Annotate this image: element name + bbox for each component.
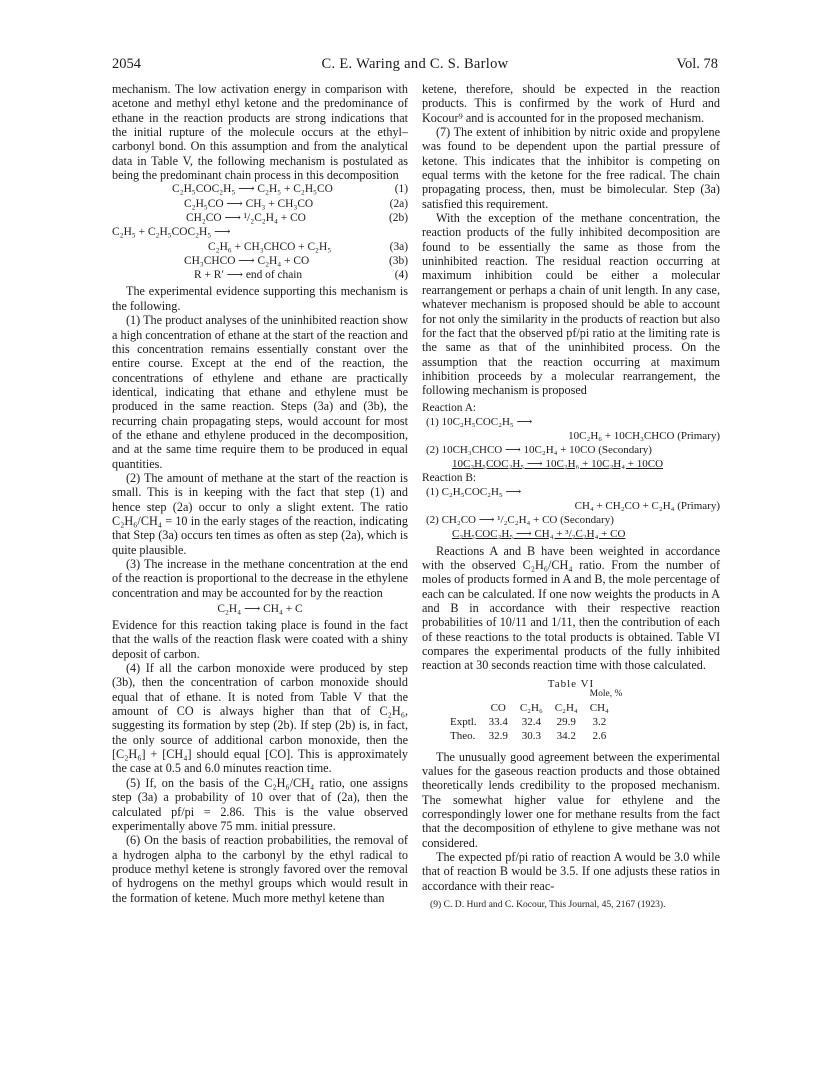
paragraph: (4) If all the carbon monoxide were produced by step (3b), then the concentration of carbon monoxide should equal that of ethane. It is noted from Table V that the amount of CO is always higher than that of C₂H₆, suggesting its formation by step (2b). If step (2b) is, in fact, the only source of additional carbon monoxide, then the [C₂H₆] + [CH₄] should equal [CO]. This is approximately the case at 0.5 and 6.0 minutes reaction time. bbox=[112, 661, 408, 776]
paragraph: With the exception of the methane concentration, the reaction products of the fully inhibited decomposition are found to be essentially the same as those from the uninhibited reaction. The residual reaction occurring at maximum inhibition could be either a molecular rearrangement or perhaps a chain of unit length. In any case, whatever mechanism is proposed should be able to account for not only the similarity in the products of reaction but also for the fact that the observed pf/pi ratio at the limiting rate is the same as that of the uninhibited process. On the assumption that the reaction occurring at maximum inhibition proceeds by a molecular rearrangement, the following mechanism is proposed bbox=[422, 211, 720, 398]
table-header-cell: C₂H₆ bbox=[519, 701, 543, 714]
running-header bbox=[112, 56, 718, 76]
reaction-a-step-1: (1) 10C₂H₅COC₂H₅ ⟶ bbox=[426, 415, 533, 428]
paragraph: mechanism. The low activation energy in comparison with acetone and methyl ethyl ketone and the predominance of ethane in the reaction products are strong indications that the initial rupture of the molecule occurs at the ethyl–carbonyl bond. On this assumption and from the analytical data in Table V, the following mechanism is postulated as being the predominant chain process in this decomposition bbox=[112, 82, 408, 183]
table-caption: Table VI bbox=[547, 677, 595, 690]
table-header-cell: CO bbox=[490, 701, 506, 714]
paragraph: (1) The product analyses of the uninhibited reaction show a high concentration of ethane at the start of the reaction and this concentration remains essentially constant over the entire course. Except at the end of the reaction, the concentrations of ethylene and ethane are practically identical, indicating that ethane and ethylene must be produced in the same reaction. Steps (3a) and (3b), the recurring chain propagating steps, would account for most of the ethane and ethylene produced in the decomposition, and at the same time require them to be produced in equal quantities. bbox=[112, 313, 408, 471]
reaction-b-net: C₂H₅COC₂H₅ ⟶ CH₄ + ³/₂C₂H₄ + CO bbox=[452, 527, 626, 540]
table-cell: Exptl. bbox=[450, 716, 477, 728]
equation-ethylene-decomposition: C₂H₄ ⟶ CH₄ + C bbox=[217, 603, 303, 616]
paragraph: (5) If, on the basis of the C₂H₆/CH₄ ratio, one assigns step (3a) a probability of 10 over that of (2a), then the calculated pf/pi = 2.86. This is the value observed experimentally above 75 mm. initial pressure. bbox=[112, 775, 408, 833]
right-column bbox=[422, 82, 720, 912]
equation-3b: CH₃CHCO ⟶ C₂H₄ + CO (3b) bbox=[184, 254, 408, 267]
table-cell: 29.9 bbox=[556, 716, 576, 728]
paragraph: The experimental evidence supporting this mechanism is the following. bbox=[112, 284, 408, 313]
table-cell: 32.9 bbox=[488, 730, 508, 743]
equation-2b: CH₂CO ⟶ ¹/₂C₂H₄ + CO (2b) bbox=[186, 212, 408, 224]
reaction-b-step-2: (2) CH₂CO ⟶ ¹/₂C₂H₄ + CO (Secondary) bbox=[426, 513, 614, 526]
paragraph: The expected pf/pi ratio of reaction A would be 3.0 while that of reaction B would be 3.5. If one adjusts these ratios in accordance with their reac- bbox=[422, 850, 720, 893]
table-cell: 34.2 bbox=[556, 730, 576, 743]
reaction-a-label: Reaction A: bbox=[422, 401, 477, 414]
paragraph: Evidence for this reaction taking place is found in the fact that the walls of the reaction flask were coated with a shiny deposit of carbon. bbox=[112, 618, 408, 661]
reaction-b-step-1-products: CH₄ + CH₂CO + C₂H₄ (Primary) bbox=[574, 499, 720, 512]
running-title: C. E. Waring and C. S. Barlow bbox=[321, 56, 509, 72]
data-table bbox=[450, 701, 615, 744]
footnote: (9) C. D. Hurd and C. Kocour, This Journal, 45, 2167 (1923). bbox=[430, 899, 666, 911]
paragraph: (7) The extent of inhibition by nitric oxide and propylene was found to be dependent upon the partial pressure of ketone. This indicates that the inhibitor is competing on equal terms with the ketone for the free radical. The chain propagating process, then, must be bimolecular. Step (3a) satisfied this requirement. bbox=[422, 125, 720, 211]
paragraph: (3) The increase in the methane concentration at the end of the reaction is proportional to the decrease in the ethylene concentration and may be accounted for by the reaction bbox=[112, 557, 408, 600]
equation-4: R + R′ ⟶ end of chain (4) bbox=[194, 269, 408, 282]
equation-3a-line1: C₂H₅ + C₂H₅COC₂H₅ ⟶ bbox=[112, 226, 231, 239]
table-header-cell bbox=[450, 701, 483, 715]
paragraph: Reactions A and B have been weighted in accordance with the observed C₂H₆/CH₄ ratio. From the number of moles of products formed in A and B, the mole percentage of each can be calculated. If one now weights the products in A and B in accordance with their respective reaction probabilities of 10/11 and 1/11, then the contribution of each of these reactions to the total products is obtained. Table VI compares the experimental products of the fully inhibited reaction at 30 seconds reaction time with those calculated. bbox=[422, 543, 720, 673]
table-row bbox=[450, 715, 615, 729]
table-header-cell: CH₄ bbox=[589, 701, 609, 714]
equation-2a: C₂H₅CO ⟶ CH₃ + CH₃CO (2a) bbox=[184, 197, 408, 210]
table-cell: 32.4 bbox=[521, 716, 541, 728]
table-cell: 3.2 bbox=[592, 716, 607, 728]
reaction-b-step-1: (1) C₂H₅COC₂H₅ ⟶ bbox=[426, 485, 522, 498]
table-cell: Theo. bbox=[450, 730, 476, 743]
table-cell: 2.6 bbox=[592, 730, 607, 743]
reaction-a-step-1-products: 10C₂H₆ + 10CH₃CHCO (Primary) bbox=[568, 429, 720, 442]
table-unit: Mole, % bbox=[589, 688, 623, 699]
table-header-cell: C₂H₄ bbox=[554, 701, 578, 714]
paragraph: ketene, therefore, should be expected in the reaction products. This is confirmed by the work of Hurd and Kocour⁹ and is accounted for in the proposed mechanism. bbox=[422, 82, 720, 125]
reaction-a-net: 10C₂H₅COC₂H₅ ⟶ 10C₂H₆ + 10C₂H₄ + 10CO bbox=[452, 457, 664, 470]
paragraph: (6) On the basis of reaction probabilities, the removal of a hydrogen alpha to the carbonyl by the ethyl radical to produce methyl ketene is strongly favored over the removal of hydrogens on the methyl groups which would result in the formation of ketene. Much more methyl ketene than bbox=[112, 833, 408, 905]
volume-number: Vol. 78 bbox=[676, 56, 718, 72]
table-cell: 33.4 bbox=[488, 716, 508, 728]
paragraph: The unusually good agreement between the experimental values for the gaseous reaction products and those obtained theoretically lends credibility to the proposed mechanism. The somewhat higher value for ethylene and the correspondingly lower one for methane results from the fact that the decomposition of ethylene to give methane was not considered. bbox=[422, 749, 720, 850]
equation-3a: C₂H₆ + CH₃CHCO + C₂H₅ (3a) bbox=[208, 240, 408, 253]
table-cell: 30.3 bbox=[521, 730, 541, 743]
page-number: 2054 bbox=[112, 56, 141, 72]
reaction-b-label: Reaction B: bbox=[422, 471, 477, 484]
paragraph: (2) The amount of methane at the start of the reaction is small. This is in keeping with the fact that step (1) and hence step (2a) occur to only a slight extent. The ratio C₂H₆/CH₄ = 10 in the early stages of the reaction, indicating that Step (3a) occurs ten times as often as step (2a), which is quite plausible. bbox=[112, 470, 408, 557]
equation-1: C₂H₅COC₂H₅ ⟶ C₂H₅ + C₂H₅CO (1) bbox=[172, 183, 408, 196]
left-column bbox=[112, 82, 408, 905]
reaction-a-step-2: (2) 10CH₃CHCO ⟶ 10C₂H₄ + 10CO (Secondary) bbox=[426, 443, 652, 456]
table-row bbox=[450, 729, 615, 743]
table-header-row bbox=[450, 701, 615, 715]
